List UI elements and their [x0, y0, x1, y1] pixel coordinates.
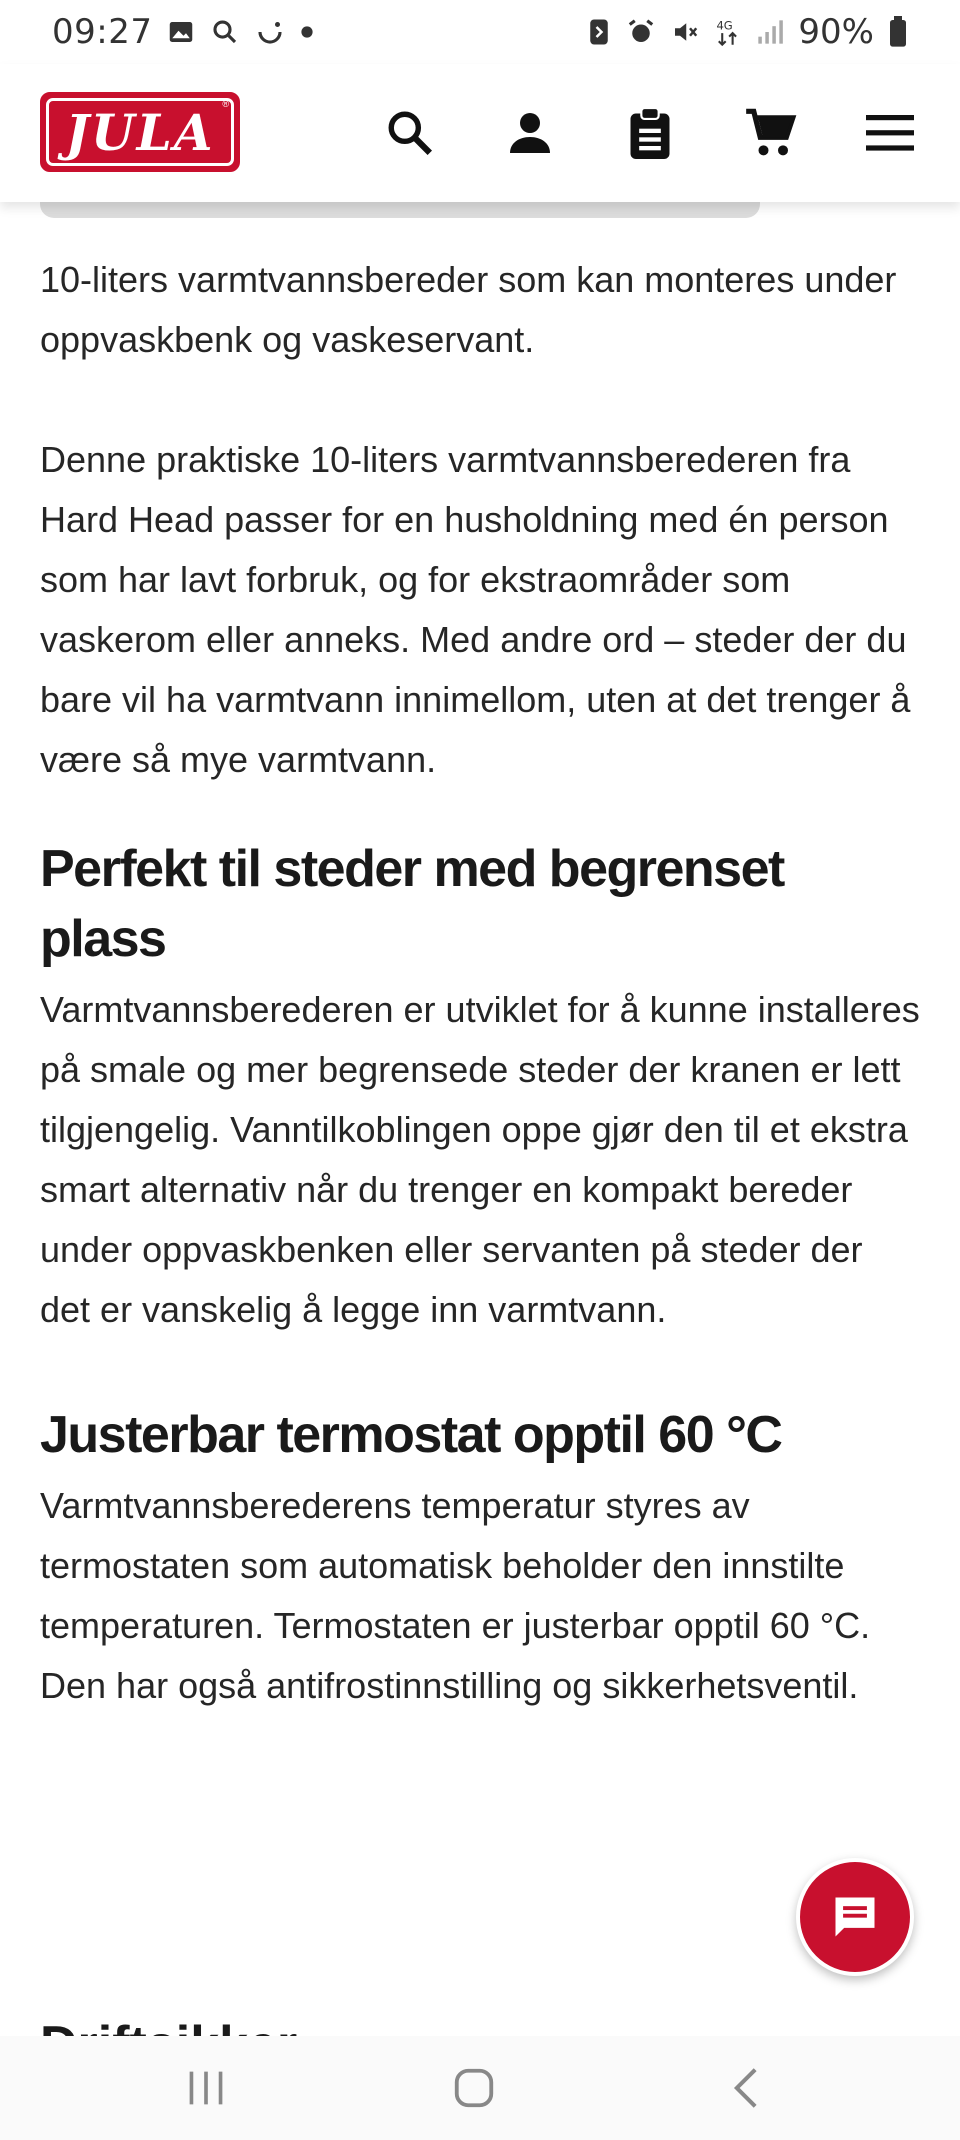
status-time: 09:27 — [52, 12, 153, 52]
smile-icon — [254, 17, 286, 47]
dot-icon — [300, 25, 314, 39]
battery-icon — [888, 16, 908, 48]
description-paragraph: Denne praktiske 10-liters varmtvannsberederen fra Hard Head passer for en husholdning med én person som har lavt forbruk, og for ekstraområder som vaskerom eller anneks. Med andre ord – steder der du bare vil ha varmtvann innimellom, uten at det trenger å være så mye varmtvann. — [40, 439, 911, 780]
alarm-icon — [626, 17, 656, 47]
next-section-heading — [40, 2010, 640, 2036]
registered-mark: ® — [222, 99, 229, 109]
search-icon[interactable] — [384, 107, 436, 159]
menu-icon[interactable] — [864, 107, 916, 159]
jula-logo[interactable] — [40, 92, 240, 172]
thermostat-paragraph: Varmtvannsberederens temperatur styres av termostaten som automatisk beholder den innstilte temperaturen. Termostaten er justerbar opptil 60 °C. Den har også antifrostinnstilling og sikkerhetsventil. — [40, 1485, 871, 1706]
back-icon[interactable] — [716, 2058, 776, 2118]
chat-icon — [829, 1891, 881, 1943]
system-nav-bar — [0, 2036, 960, 2140]
signal-icon — [756, 18, 784, 46]
intro-text: 10-liters varmtvannsbereder som kan monteres under oppvaskbenk og vaskeservant. — [40, 259, 897, 360]
logo-frame — [46, 98, 234, 166]
home-icon[interactable] — [444, 2058, 504, 2118]
nfc-icon — [586, 17, 612, 47]
section-heading-thermostat: Justerbar termostat opptil 60 °C — [40, 1406, 782, 1464]
status-right — [586, 12, 908, 52]
account-icon[interactable] — [504, 107, 556, 159]
status-left — [52, 12, 314, 52]
status-bar — [0, 0, 960, 64]
battery-percent: 90% — [798, 12, 874, 52]
logo-text: JULA — [65, 102, 215, 162]
4g-icon — [714, 17, 742, 47]
section-heading-space: Perfekt til steder med begrenset plass — [40, 840, 784, 968]
cart-icon[interactable] — [744, 107, 796, 159]
product-description — [40, 250, 920, 1716]
space-paragraph: Varmtvannsberederen er utviklet for å kunne installeres på smale og mer begrensede steder der kranen er lett tilgjengelig. Vanntilkoblingen oppe gjør den til et ekstra smart alternativ når du trenger en kompakt bereder under oppvaskbenken eller servanten på steder der det er vanskelig å legge inn varmtvann. — [40, 989, 920, 1330]
gallery-icon — [166, 17, 196, 47]
search-icon — [210, 17, 240, 47]
recent-apps-icon[interactable] — [176, 2058, 236, 2118]
clipboard-icon[interactable] — [624, 107, 676, 159]
chat-button[interactable] — [796, 1858, 914, 1976]
mute-icon — [670, 17, 700, 47]
svg-text:4G: 4G — [716, 18, 734, 33]
site-header — [0, 64, 960, 202]
